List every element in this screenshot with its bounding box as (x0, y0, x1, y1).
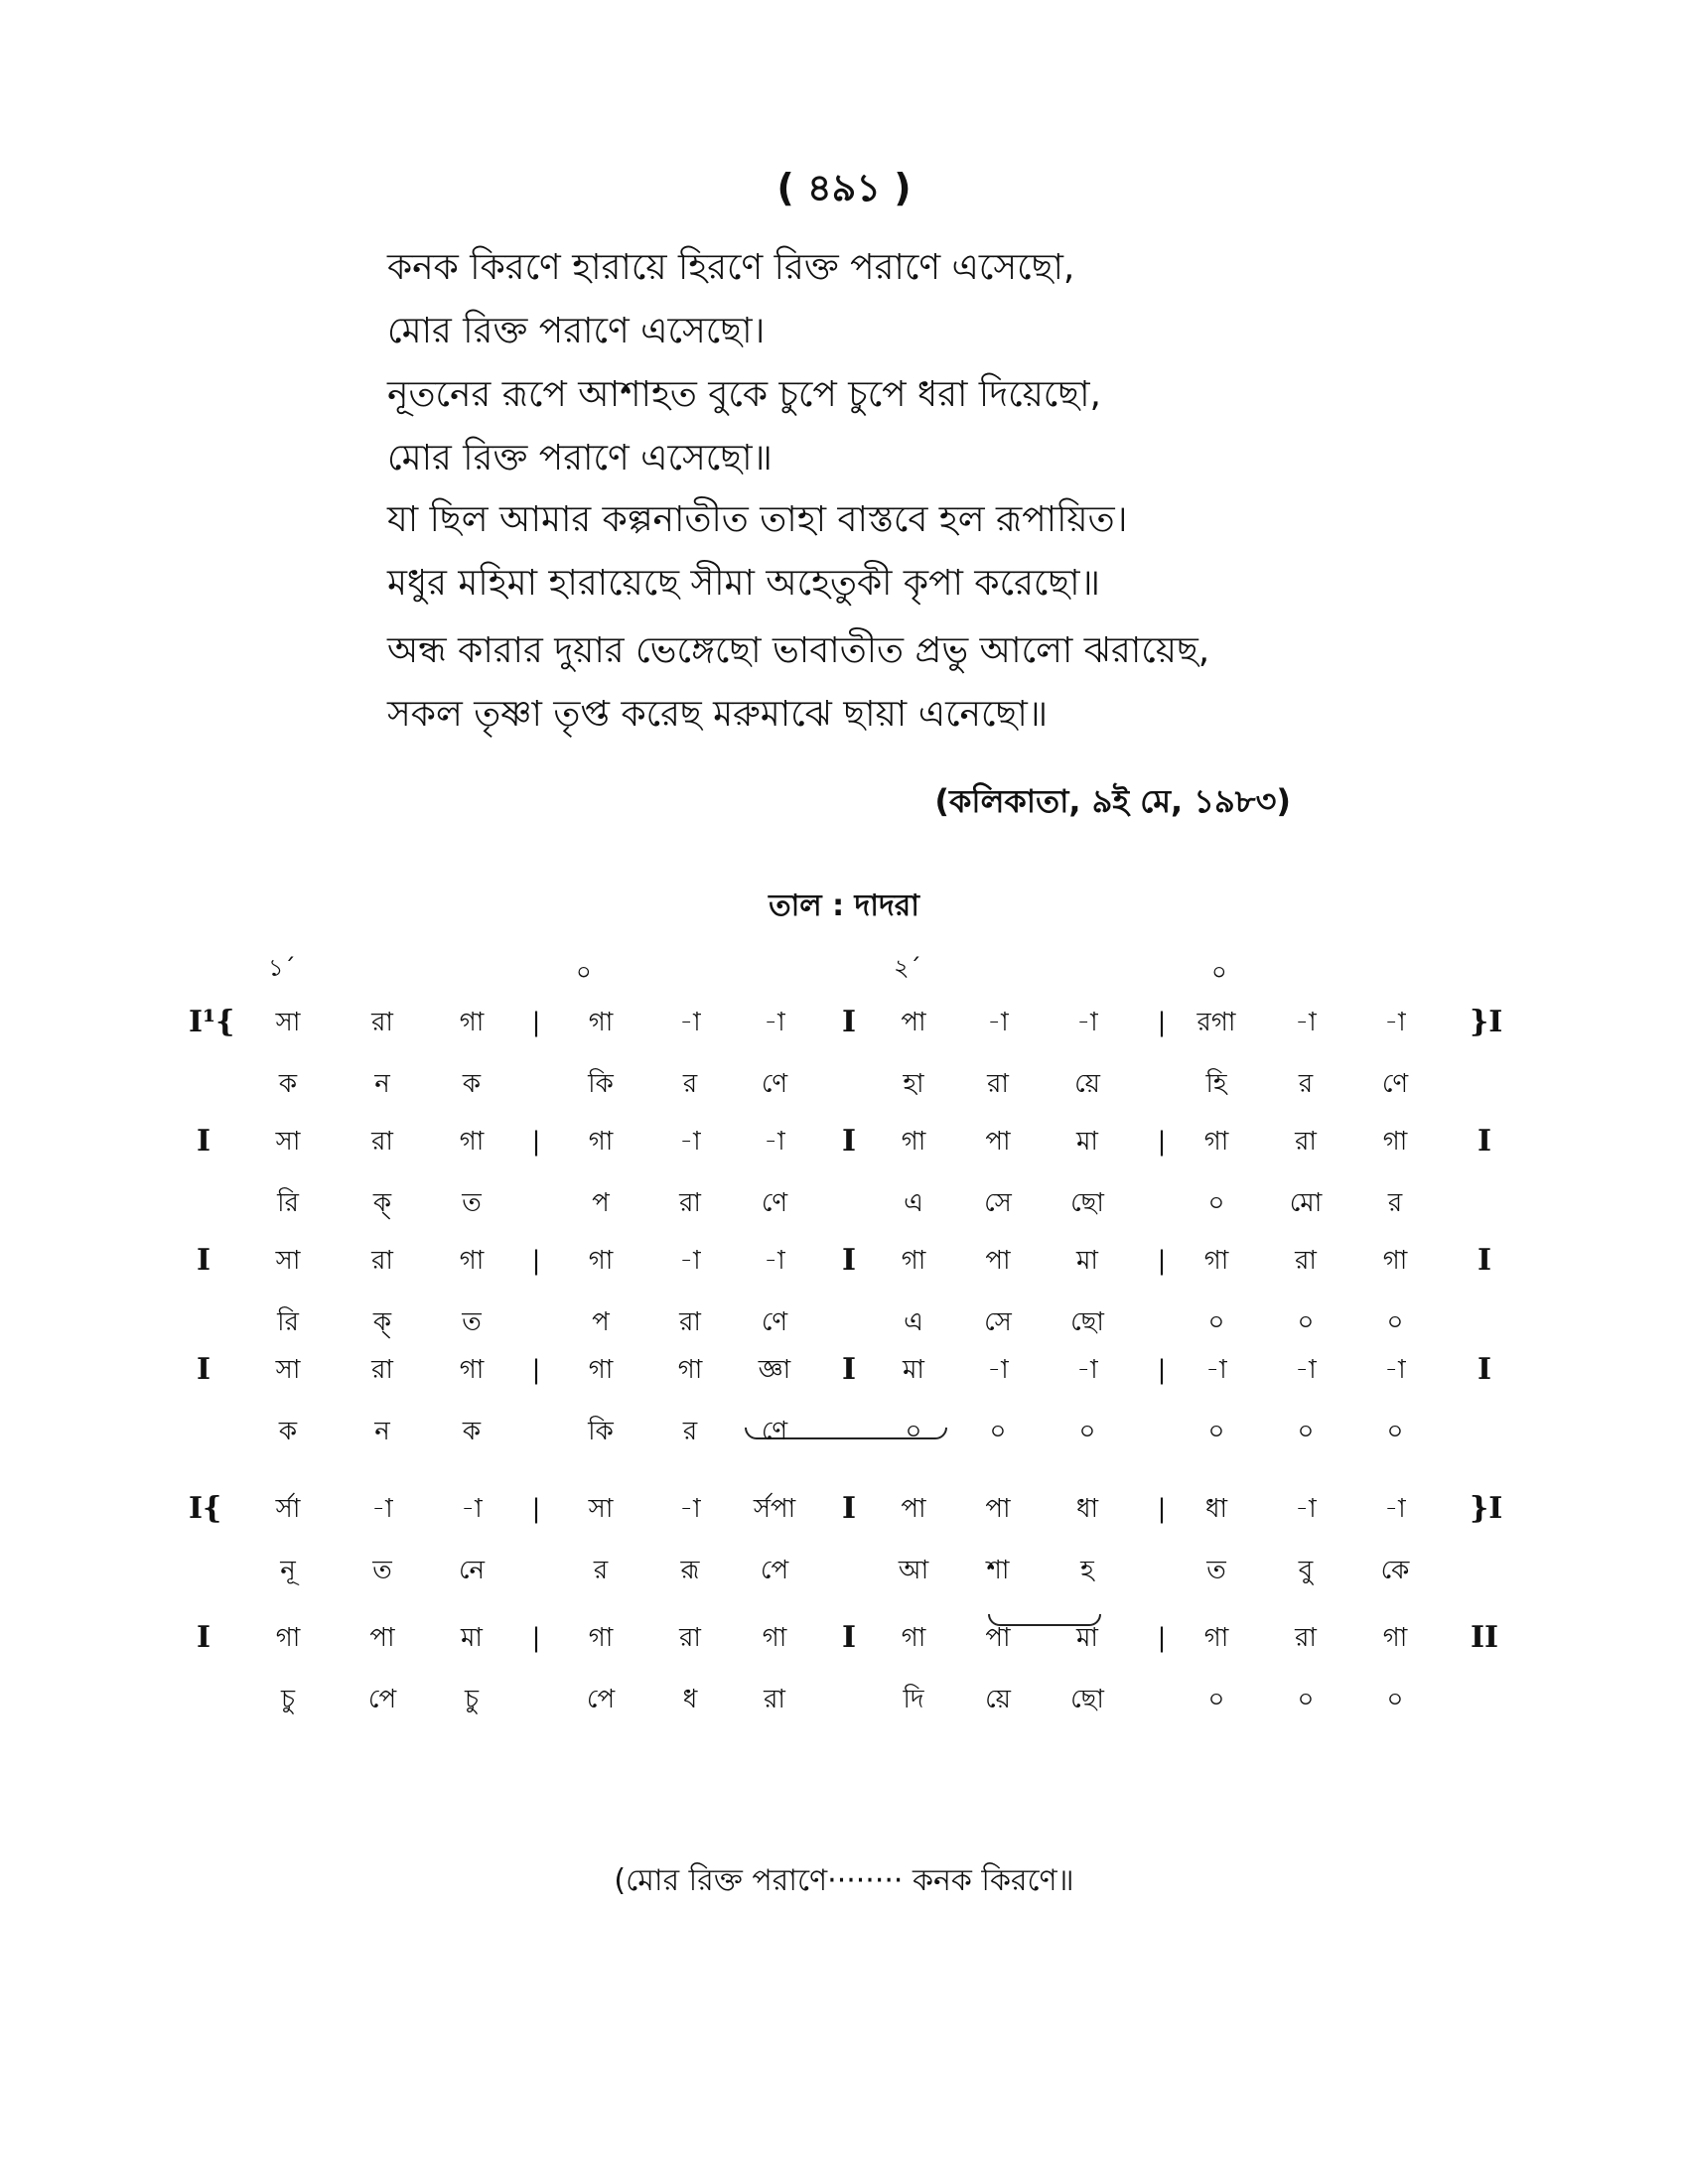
swara-note: সা (275, 1355, 301, 1385)
swara-note: সা (275, 1246, 301, 1276)
lyric-syllable: ০ (905, 1417, 922, 1446)
swara-note: রা (371, 1008, 393, 1037)
lyric-syllable: বু (1298, 1556, 1314, 1585)
vibhag-bar-major: I (841, 1124, 857, 1159)
row-end-bar: }I (1470, 1005, 1503, 1039)
swara-note: রা (679, 1623, 701, 1653)
vibhag-bar-major: I (841, 1620, 857, 1655)
vibhag-bar-major: I (841, 1005, 857, 1039)
tala-mark: ০ (576, 958, 592, 986)
row-start-bar: I (196, 1352, 211, 1387)
lyric-syllable: রা (679, 1307, 701, 1337)
swara-note: পা (369, 1623, 395, 1653)
swara-note: গা (588, 1008, 614, 1037)
lyric-syllable: শা (986, 1556, 1010, 1585)
swara-note: -া (1076, 1355, 1098, 1385)
lyric-syllable: ণে (1381, 1069, 1409, 1099)
vibhag-bar: | (1157, 1127, 1167, 1157)
vibhag-bar-major: I (841, 1243, 857, 1278)
lyric-syllable: ণে (761, 1188, 788, 1218)
vibhag-bar: | (531, 1623, 541, 1653)
lyric-syllable: ছো (1070, 1188, 1104, 1218)
swara-note: গা (588, 1623, 614, 1653)
vibhag-bar-major: I (841, 1491, 857, 1526)
lyric-syllable: ণে (761, 1307, 788, 1337)
swara-note: র্সপা (753, 1494, 796, 1524)
lyric-syllable: ০ (1207, 1307, 1225, 1337)
lyric-syllable: নূ (280, 1556, 296, 1585)
row-start-bar: I (196, 1124, 211, 1159)
vibhag-bar: | (531, 1355, 541, 1385)
swara-note: ধা (1204, 1494, 1228, 1524)
footer-refrain: (মোর রিক্ত পরাণে········ কনক কিরণে॥ (614, 1863, 1074, 1898)
vibhag-bar: | (531, 1127, 541, 1157)
row-end-bar: I (1477, 1124, 1492, 1159)
vibhag-bar-major: I (841, 1352, 857, 1387)
lyric-syllable: ০ (1386, 1685, 1404, 1714)
lyric-syllable: চু (280, 1685, 296, 1714)
lyric-syllable: র (1387, 1188, 1403, 1218)
lyric-syllable: নে (458, 1556, 486, 1585)
poem-line: যা ছিল আমার কল্পনাতীত তাহা বাস্তবে হল রূপায়িত। (387, 499, 1128, 540)
swara-note: রা (1295, 1246, 1317, 1276)
lyric-syllable: ন (374, 1417, 390, 1446)
swara-note: গা (459, 1246, 485, 1276)
swara-note: গা (275, 1623, 301, 1653)
poem-line: মধুর মহিমা হারায়েছে সীমা অহেতুকী কৃপা করেছো॥ (387, 563, 1100, 604)
swara-note: রা (1295, 1127, 1317, 1157)
swara-note: মা (1076, 1246, 1098, 1276)
lyric-syllable: ০ (1207, 1188, 1225, 1218)
stanza-1 (387, 236, 1380, 490)
lyric-syllable: ০ (1297, 1307, 1315, 1337)
lyric-syllable: আ (898, 1556, 929, 1585)
swara-note: গা (1203, 1623, 1229, 1653)
vibhag-bar: | (1157, 1355, 1167, 1385)
lyric-syllable: রা (987, 1069, 1009, 1099)
swara-note: গা (459, 1127, 485, 1157)
swara-note: গা (1203, 1127, 1229, 1157)
lyric-syllable: ণে (761, 1417, 788, 1446)
lyric-syllable: ক (462, 1069, 482, 1099)
swara-note: পা (985, 1623, 1011, 1653)
lyric-syllable: ছো (1070, 1307, 1104, 1337)
lyric-syllable: রা (679, 1188, 701, 1218)
swara-note: পা (985, 1127, 1011, 1157)
lyric-syllable: য়ে (985, 1685, 1011, 1714)
lyric-syllable: কি (588, 1069, 614, 1099)
lyric-syllable: হা (903, 1069, 924, 1099)
swara-note: গা (588, 1246, 614, 1276)
swara-note: -া (679, 1008, 701, 1037)
poem-line: মোর রিক্ত পরাণে এসেছো॥ (387, 438, 773, 478)
swara-note: গা (1382, 1127, 1408, 1157)
lyric-syllable: দি (903, 1685, 924, 1714)
lyric-syllable: ছো (1070, 1685, 1104, 1714)
swara-note: -া (1384, 1355, 1406, 1385)
lyric-syllable: পে (586, 1685, 616, 1714)
lyric-syllable: র (1298, 1069, 1314, 1099)
notation-table (189, 953, 1519, 1827)
lyric-syllable: য়ে (1074, 1069, 1100, 1099)
lyric-syllable: ধ (682, 1685, 698, 1714)
swara-note: -া (764, 1246, 785, 1276)
swara-note: -া (679, 1494, 701, 1524)
swara-note: -া (1295, 1355, 1317, 1385)
row-end-bar: }I (1470, 1491, 1503, 1526)
swara-note: -া (1295, 1494, 1317, 1524)
lyric-syllable: ত (372, 1556, 392, 1585)
lyric-syllable: ক (278, 1417, 298, 1446)
swara-note: -া (987, 1355, 1009, 1385)
tala-mark: ২´ (894, 954, 921, 982)
lyric-syllable: ০ (1207, 1417, 1225, 1446)
swara-note: রা (371, 1127, 393, 1157)
swara-note: -া (764, 1008, 785, 1037)
swara-note: মা (903, 1355, 924, 1385)
lyric-syllable: রা (764, 1685, 785, 1714)
swara-note: -া (1295, 1008, 1317, 1037)
swara-note: রা (1295, 1623, 1317, 1653)
row-end-bar: II (1470, 1620, 1499, 1655)
swara-note: -া (1384, 1494, 1406, 1524)
lyric-syllable: কি (588, 1417, 614, 1446)
swara-note: গা (901, 1246, 926, 1276)
swara-note: গা (588, 1355, 614, 1385)
lyric-syllable: হ (1080, 1556, 1094, 1585)
lyric-syllable: ক (278, 1069, 298, 1099)
swara-note: -া (1076, 1008, 1098, 1037)
swara-note: গা (588, 1127, 614, 1157)
swara-note: -া (987, 1008, 1009, 1037)
stanza-2 (387, 488, 1380, 615)
row-start-bar: I¹{ (189, 1005, 235, 1039)
tala-mark: ০ (1211, 958, 1227, 986)
poem-line: অন্ধ কারার দুয়ার ভেঙ্গেছো ভাবাতীত প্রভু আলো ঝরায়েছ, (387, 630, 1210, 671)
swara-note: -া (679, 1246, 701, 1276)
lyric-syllable: ক্ (372, 1307, 392, 1337)
lyric-syllable: প (592, 1307, 610, 1337)
lyric-syllable: র (682, 1069, 698, 1099)
page-number: ( ৪৯১ ) (776, 166, 912, 209)
lyric-syllable: ত (462, 1188, 482, 1218)
lyric-syllable: সে (984, 1307, 1012, 1337)
swara-note: র্সা (275, 1494, 301, 1524)
swara-note: গা (901, 1127, 926, 1157)
lyric-syllable: ক্ (372, 1188, 392, 1218)
swara-note: গা (1382, 1623, 1408, 1653)
swara-note: -া (1384, 1008, 1406, 1037)
swara-note: সা (588, 1494, 614, 1524)
swara-note: মা (461, 1623, 483, 1653)
lyric-syllable: মো (1289, 1188, 1323, 1218)
swara-note: মা (1076, 1127, 1098, 1157)
swara-note: গা (459, 1008, 485, 1037)
poem-line: মোর রিক্ত পরাণে এসেছো। (387, 311, 766, 351)
lyric-syllable: হি (1205, 1069, 1227, 1099)
lyric-syllable: ০ (1386, 1417, 1404, 1446)
lyric-syllable: ণে (761, 1069, 788, 1099)
lyric-syllable: সে (984, 1188, 1012, 1218)
row-start-bar: I (196, 1620, 211, 1655)
swara-note: মা (1076, 1623, 1098, 1653)
lyric-syllable: ত (462, 1307, 482, 1337)
row-start-bar: I (196, 1243, 211, 1278)
vibhag-bar: | (1157, 1623, 1167, 1653)
swara-note: -া (764, 1127, 785, 1157)
swara-note: -া (461, 1494, 483, 1524)
lyric-syllable: ক (462, 1417, 482, 1446)
vibhag-bar: | (531, 1246, 541, 1276)
swara-note: রা (371, 1246, 393, 1276)
swara-note: গা (762, 1623, 787, 1653)
swara-note: গা (459, 1355, 485, 1385)
row-end-bar: I (1477, 1352, 1492, 1387)
lyric-syllable: কে (1380, 1556, 1410, 1585)
lyric-syllable: ০ (1078, 1417, 1096, 1446)
lyric-syllable: ০ (1207, 1685, 1225, 1714)
lyric-syllable: পে (760, 1556, 789, 1585)
swara-note: পা (901, 1008, 926, 1037)
lyric-syllable: পে (367, 1685, 397, 1714)
lyric-syllable: ত (1206, 1556, 1226, 1585)
lyric-syllable: ০ (1297, 1417, 1315, 1446)
lyric-syllable: রি (277, 1307, 299, 1337)
vibhag-bar: | (531, 1494, 541, 1524)
row-start-bar: I{ (189, 1491, 222, 1526)
swara-note: জ্ঞা (758, 1355, 791, 1385)
swara-note: সা (275, 1008, 301, 1037)
swara-note: গা (901, 1623, 926, 1653)
vibhag-bar: | (1157, 1494, 1167, 1524)
poem-line: সকল তৃষ্ণা তৃপ্ত করেছ মরুমাঝে ছায়া এনেছো॥ (387, 694, 1049, 735)
swara-note: পা (901, 1494, 926, 1524)
tala-mark: ১´ (268, 954, 296, 982)
poem-line: কনক কিরণে হারায়ে হিরণে রিক্ত পরাণে এসেছো, (387, 247, 1075, 288)
lyric-syllable: এ (904, 1188, 923, 1218)
stanza-3 (387, 619, 1380, 747)
lyric-syllable: ০ (989, 1417, 1007, 1446)
swara-note: ধা (1075, 1494, 1099, 1524)
lyric-syllable: ০ (1386, 1307, 1404, 1337)
swara-note: গা (677, 1355, 703, 1385)
place-date: (কলিকাতা, ৯ই মে, ১৯৮৩) (934, 782, 1291, 820)
lyric-syllable: র (682, 1417, 698, 1446)
swara-note: -া (371, 1494, 393, 1524)
row-end-bar: I (1477, 1243, 1492, 1278)
swara-note: পা (985, 1494, 1011, 1524)
lyric-syllable: ০ (1297, 1685, 1315, 1714)
lyric-syllable: প (592, 1188, 610, 1218)
swara-note: সা (275, 1127, 301, 1157)
taal-heading: তাল : দাদরা (769, 888, 919, 923)
lyric-syllable: রি (277, 1188, 299, 1218)
swara-note: পা (985, 1246, 1011, 1276)
lyric-syllable: এ (904, 1307, 923, 1337)
swara-note: গা (1382, 1246, 1408, 1276)
swara-note: -া (1205, 1355, 1227, 1385)
lyric-syllable: র (593, 1556, 609, 1585)
swara-note: -া (679, 1127, 701, 1157)
swara-note: রা (371, 1355, 393, 1385)
vibhag-bar: | (531, 1008, 541, 1037)
swara-note: গা (1203, 1246, 1229, 1276)
vibhag-bar: | (1157, 1008, 1167, 1037)
lyric-syllable: ন (374, 1069, 390, 1099)
lyric-syllable: রূ (680, 1556, 700, 1585)
swara-note: রগা (1196, 1008, 1236, 1037)
lyric-syllable: চু (464, 1685, 480, 1714)
poem-line: নূতনের রূপে আশাহত বুকে চুপে চুপে ধরা দিয়েছো, (387, 374, 1101, 415)
vibhag-bar: | (1157, 1246, 1167, 1276)
